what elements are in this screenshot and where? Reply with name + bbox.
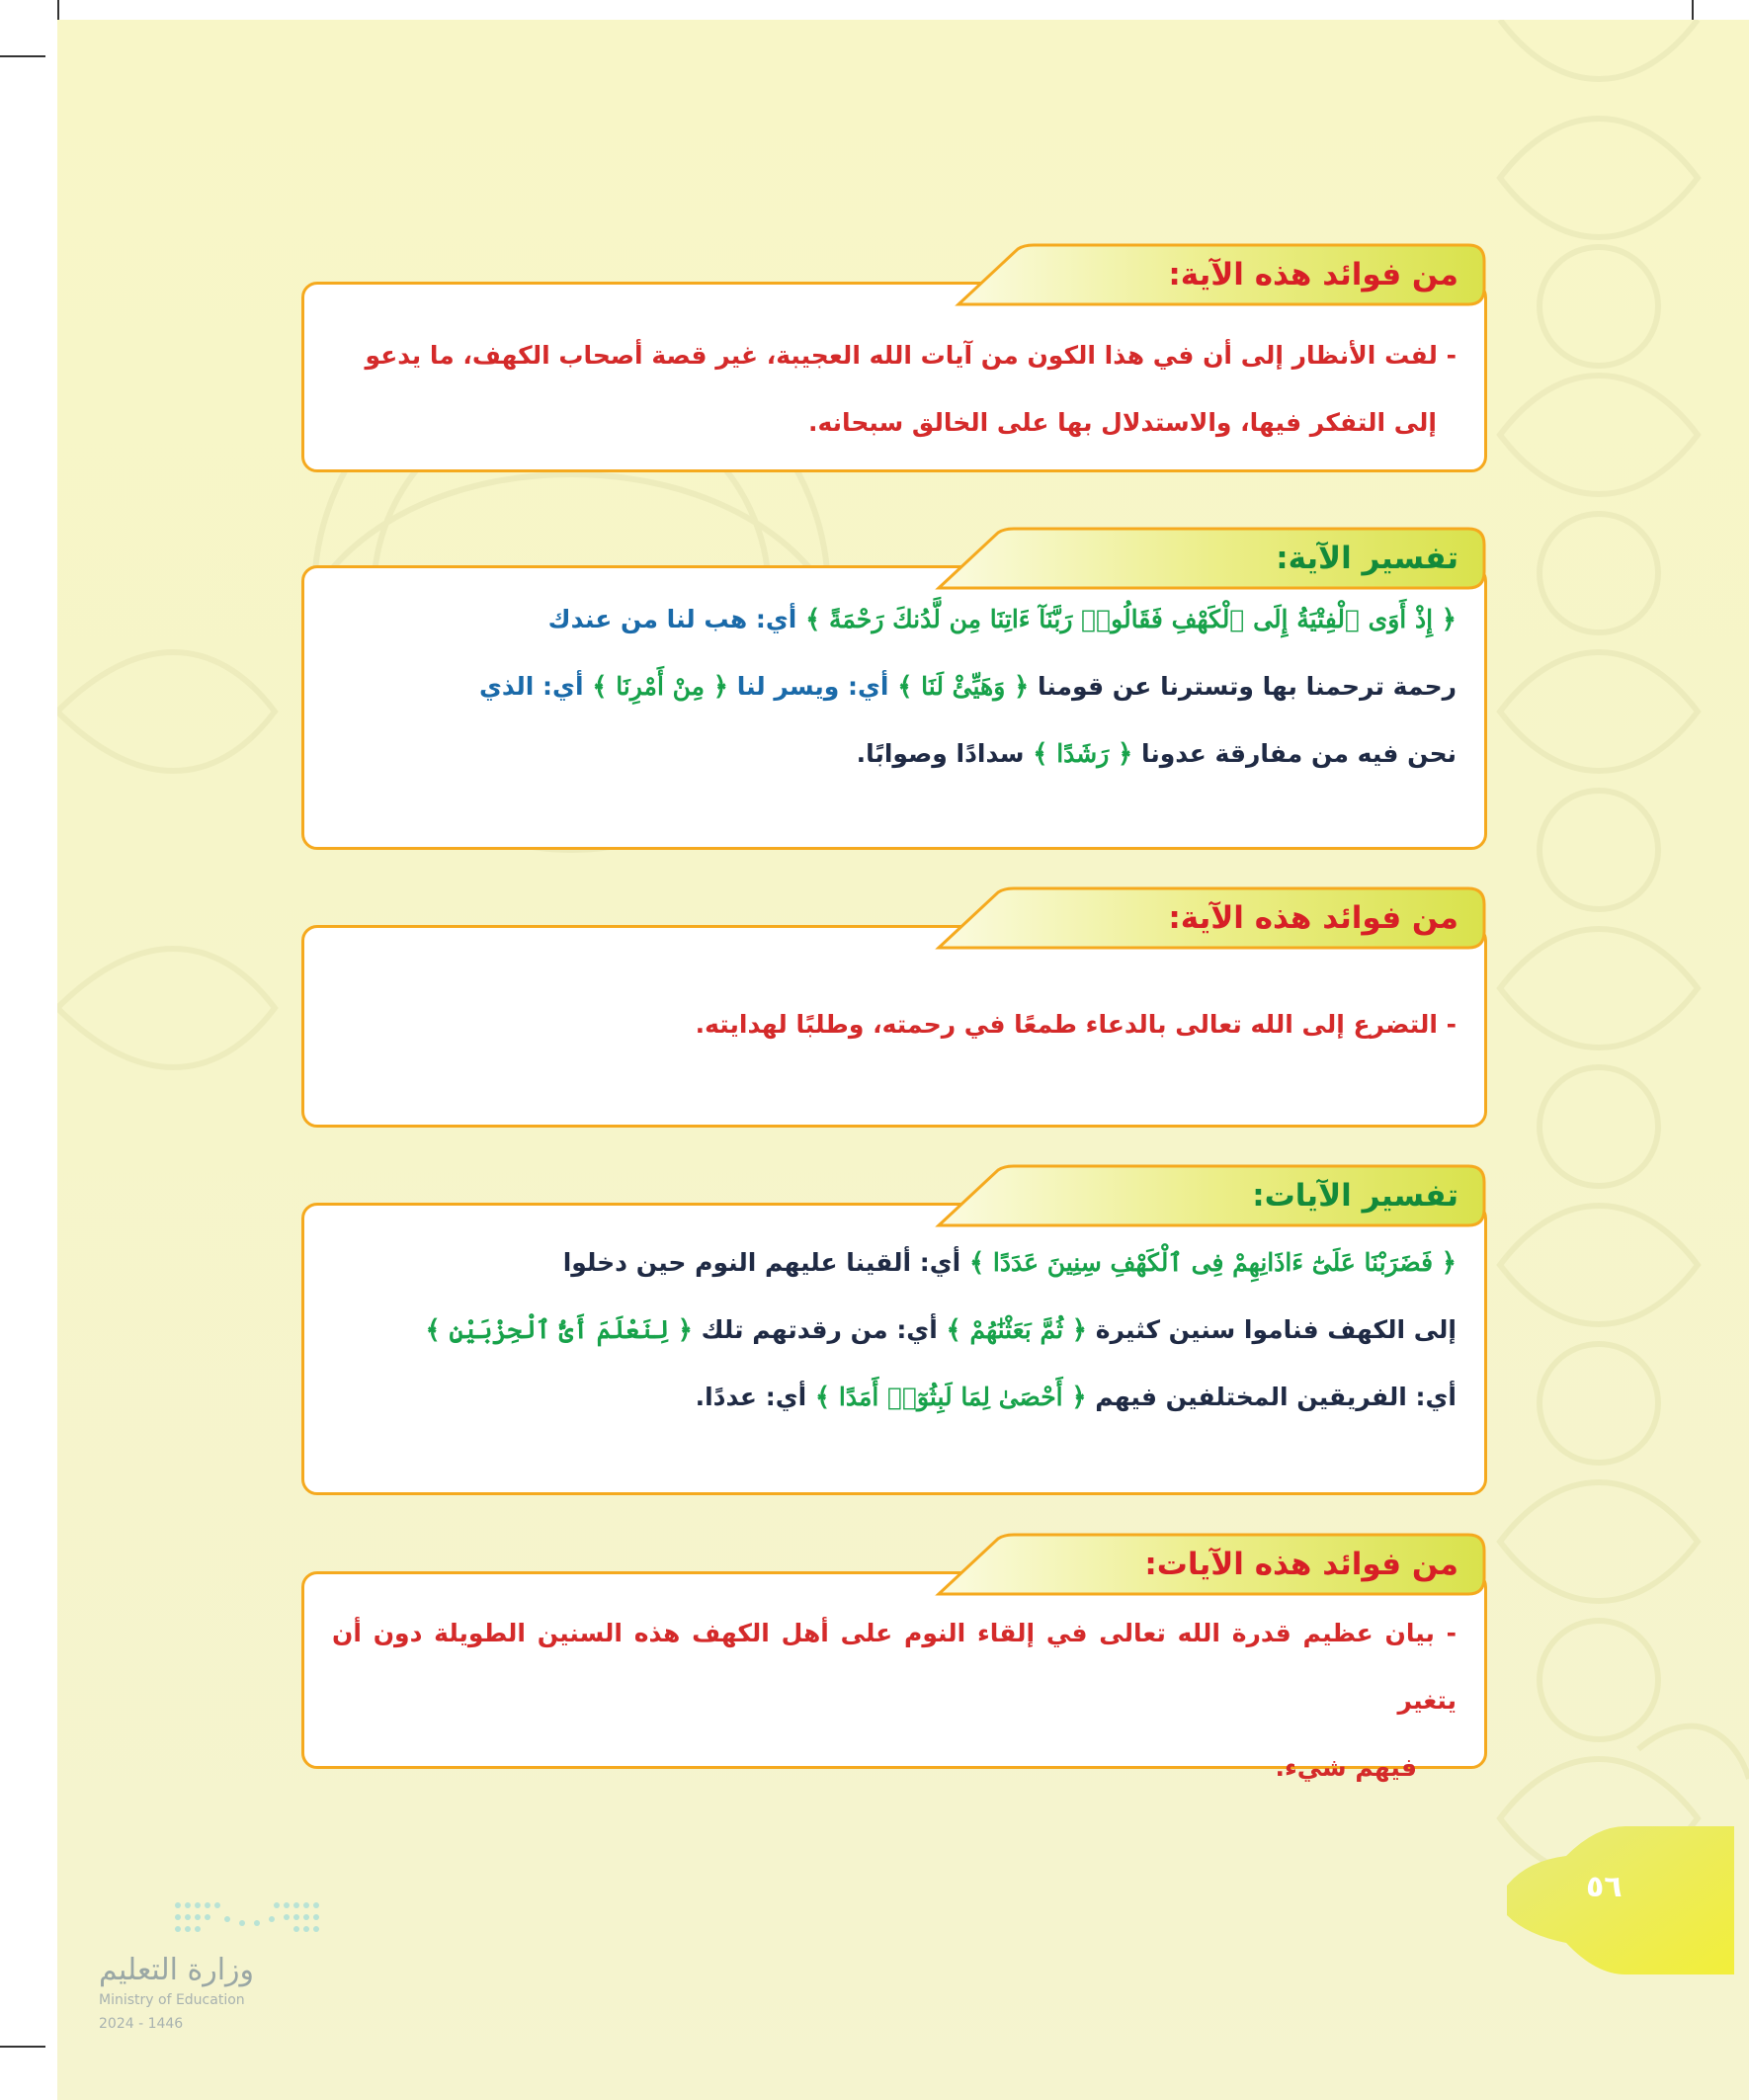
- explanation-2: إلى الكهف فناموا سنين كثيرة: [1095, 1315, 1457, 1344]
- tafsir-heading: تفسير الآية:: [1276, 541, 1458, 576]
- ornament-open: ﴿: [1071, 1315, 1087, 1345]
- benefits-heading: من فوائد هذه الآيات:: [1144, 1547, 1458, 1582]
- benefits-heading-tab: [933, 886, 1486, 950]
- quran-verse-4: رَشَدًا: [1056, 739, 1110, 768]
- explanation-5: أي: عددًا.: [695, 1383, 807, 1411]
- ornament-close: ﴾: [592, 672, 608, 702]
- benefit-text: [332, 322, 1457, 457]
- explanation-2: رحمة ترحمنا بها وتسترنا عن قومنا: [1037, 672, 1457, 701]
- tafsir-box-1: [301, 541, 1487, 850]
- benefits-heading: من فوائد هذه الآية:: [1168, 900, 1458, 936]
- tafsir-line-1: [332, 1229, 1457, 1297]
- ornament-close: ﴾: [814, 1383, 831, 1412]
- benefit-line-1: - التضرع إلى الله تعالى بالدعاء طمعًا في رحمته، وطلبًا لهدايته.: [695, 1010, 1457, 1039]
- tafsir-heading-tab: [933, 527, 1486, 590]
- benefits-heading-tab: [933, 1533, 1486, 1596]
- ornament-close: ﴾: [968, 1248, 985, 1278]
- quran-verse-2: ثُمَّ بَعَثْنَٰهُمْ: [969, 1315, 1064, 1344]
- ministry-logo: [99, 1895, 336, 2044]
- ornament-open: ﴿: [1071, 1383, 1087, 1412]
- benefit-text: [332, 1600, 1457, 1802]
- explanation-3: أي: ويسر لنا: [736, 672, 889, 701]
- tafsir-line-1: [332, 586, 1457, 653]
- quran-verse-4: أَحْصَىٰ لِمَا لَبِثُوٓا۟ أَمَدًا: [838, 1383, 1063, 1411]
- quran-verse-2: وَهَيِّئْ لَنَا: [921, 672, 1006, 701]
- tafsir-line-2: [332, 1297, 1457, 1364]
- ornament-close: ﴾: [946, 1315, 961, 1345]
- ornament-close: ﴾: [805, 605, 821, 634]
- ornament-open: ﴿: [1441, 605, 1457, 634]
- explanation-5: نحن فيه من مفارقة عدونا: [1140, 739, 1457, 768]
- ornament-open: ﴿: [677, 1315, 693, 1345]
- tafsir-line-3: [332, 720, 1457, 788]
- explanation-4: أي: الفريقين المختلفين فيهم: [1095, 1383, 1457, 1411]
- quran-verse-3: مِنْ أَمْرِنَا: [616, 672, 706, 701]
- ornament-open: ﴿: [712, 672, 728, 702]
- explanation-1: أي: هب لنا من عندك: [547, 605, 797, 633]
- explanation-1: أي: ألقينا عليهم النوم حين دخلوا: [562, 1248, 961, 1277]
- tafsir-heading-tab: [933, 1164, 1486, 1227]
- tafsir-box-2: [301, 1178, 1487, 1495]
- ornament-close: ﴾: [1033, 739, 1048, 769]
- benefits-box-2: [301, 900, 1487, 1128]
- tafsir-heading: تفسير الآيات:: [1252, 1178, 1458, 1214]
- quran-verse-3: لِنَعْلَمَ أَىُّ ٱلْحِزْبَيْنِ: [449, 1315, 669, 1344]
- benefit-line-2: فيهم شيء.: [1275, 1753, 1417, 1782]
- tafsir-text: [332, 586, 1457, 788]
- benefits-heading: من فوائد هذه الآية:: [1168, 257, 1458, 293]
- page-number-badge: [1507, 1826, 1734, 1974]
- tafsir-line-3: [332, 1364, 1457, 1431]
- benefits-heading-tab: [953, 243, 1486, 306]
- tafsir-line-2: [332, 653, 1457, 720]
- quran-verse-1: إِذْ أَوَى ٱلْفِتْيَةُ إِلَى ٱلْكَهْفِ فَقَالُوا۟ رَبَّنَآ ءَاتِنَا مِن لَّدُنكَ رَحْمَةً: [829, 605, 1434, 633]
- explanation-6: سدادًا وصوابًا.: [856, 739, 1025, 768]
- ornament-open: ﴿: [1118, 739, 1133, 769]
- ministry-year: 2024 - 1446: [99, 2016, 184, 2032]
- ornament-close: ﴾: [425, 1315, 441, 1345]
- ornament-open: ﴿: [1441, 1248, 1457, 1278]
- benefits-box-3: [301, 1547, 1487, 1782]
- explanation-3: أي: من رقدتهم تلك: [701, 1315, 938, 1344]
- benefits-box-1: [301, 257, 1487, 472]
- ministry-name-english: Ministry of Education: [99, 1992, 245, 2008]
- benefit-line-1: - بيان عظيم قدرة الله تعالى في إلقاء النوم على أهل الكهف هذه السنين الطويلة دون أن يتغير: [332, 1619, 1457, 1715]
- ornament-open: ﴿: [1014, 672, 1030, 702]
- page-number: ٥٦: [1586, 1870, 1623, 1904]
- explanation-4: أي: الذي: [479, 672, 584, 701]
- benefit-line-1: - لفت الأنظار إلى أن في هذا الكون من آيات الله العجيبة، غير قصة أصحاب الكهف، ما يدعو: [365, 341, 1457, 370]
- ministry-logo-dots: [168, 1895, 326, 1940]
- benefit-line-2: إلى التفكر فيها، والاستدلال بها على الخالق سبحانه.: [807, 408, 1437, 437]
- benefit-text: [332, 991, 1457, 1058]
- ornament-close: ﴾: [897, 672, 913, 702]
- tafsir-text: [332, 1229, 1457, 1431]
- quran-verse-1: فَضَرَبْنَا عَلَىٰٓ ءَاذَانِهِمْ فِى ٱلْكَهْفِ سِنِينَ عَدَدًا: [992, 1248, 1434, 1277]
- ministry-name-arabic: وزارة التعليم: [99, 1953, 255, 1987]
